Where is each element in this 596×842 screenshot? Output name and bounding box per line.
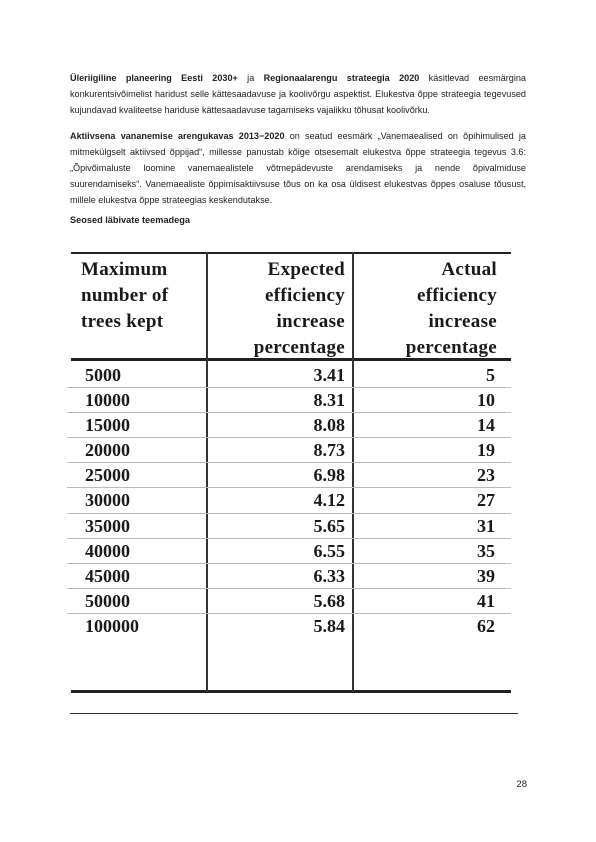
cell-expected: 5.65 [313,515,345,536]
paragraph-text: käsitlevad eesmärgina konkurentsivõimelist haridust selle kättesaadavuse ja koolivõrgu aspektist. Elukestva õppe strateegia tegevused kujundavad kvaliteetse hariduse kättesaadavuse tagamiseks vajalikku tõhusat koolivõrku. [70,73,526,115]
cell-max-trees: 15000 [85,415,130,436]
cell-actual: 23 [477,465,495,486]
cell-max-trees: 50000 [85,590,130,611]
paragraph-text: ja [237,73,264,83]
cell-max-trees: 20000 [85,440,130,461]
cell-actual: 41 [477,590,495,611]
bold-term-regional: Regionaalarengu strateegia 2020 [263,73,420,83]
page-number: 28 [516,779,527,790]
table-row [67,413,511,438]
cell-actual: 14 [477,415,495,436]
cell-expected: 6.55 [313,540,345,561]
header-max-trees: Maximum number of trees kept [81,259,169,332]
header-actual-efficiency: Actual efficiency increase percentage [405,259,497,358]
cell-expected: 5.68 [313,590,345,611]
section-heading: Seosed läbivate teemadega [70,215,191,225]
cell-actual: 31 [477,515,495,536]
cell-actual: 5 [486,365,495,385]
table-row [67,514,511,539]
cell-expected: 8.73 [313,440,345,461]
table-row [67,463,511,488]
cell-max-trees: 10000 [85,390,130,411]
footer-rule [70,713,518,714]
cell-max-trees: 35000 [85,515,130,536]
cell-actual: 10 [477,390,495,411]
table-body [67,363,511,638]
cell-expected: 4.12 [313,490,345,511]
bold-term-ageing: Aktiivsena vananemise arengukavas 2013−2020 [70,131,285,141]
header-expected-efficiency: Expected efficiency increase percentage [253,259,345,358]
paragraph-text: on seatud eesmärk „Vanemaealised on õpihimulised ja mitmekülgselt aktiivsed õppijad“, millesse panustab kõige otsesemalt elukestva õppe strateegia tegevus 3.6: „Õpivõimaluste loomine vanemaealistele võtmepädevuste arendamiseks ja nende õpivalmiduse suurendamiseks“. Vanemaealiste õppimisaktiivsuse tõus on ka osa üldisest elukestvas õppes osaluse tõusust, millele elukestva õppe strateegias keskendutakse. [70,131,526,205]
cell-expected: 6.33 [313,565,345,586]
cell-expected: 5.84 [313,615,345,636]
table-row [67,488,511,513]
cell-expected: 8.08 [313,415,345,436]
table-row [67,539,511,564]
bold-term-planning: Üleriigiline planeering Eesti 2030+ [70,73,238,83]
cell-actual: 27 [477,490,495,511]
table-bottom-rule [71,690,511,693]
cell-max-trees: 40000 [85,540,130,561]
table-row [67,589,511,614]
cell-actual: 35 [477,540,495,561]
cell-max-trees: 45000 [85,565,130,586]
paragraph-active-ageing [70,128,526,208]
cell-expected: 3.41 [313,365,345,385]
cell-actual: 62 [477,615,495,636]
table-row [67,564,511,589]
paragraph-spatial-planning [70,70,526,118]
cell-max-trees: 5000 [85,365,121,385]
cell-actual: 39 [477,565,495,586]
efficiency-table [67,250,511,694]
cell-max-trees: 100000 [85,615,139,636]
cell-expected: 6.98 [313,465,345,486]
table-top-rule [71,252,511,254]
table-row [67,363,511,388]
cell-max-trees: 25000 [85,465,130,486]
cell-max-trees: 30000 [85,490,130,511]
table-row [67,438,511,463]
table-row [67,614,511,638]
table-row [67,388,511,413]
cell-actual: 19 [477,440,495,461]
cell-expected: 8.31 [313,390,345,411]
